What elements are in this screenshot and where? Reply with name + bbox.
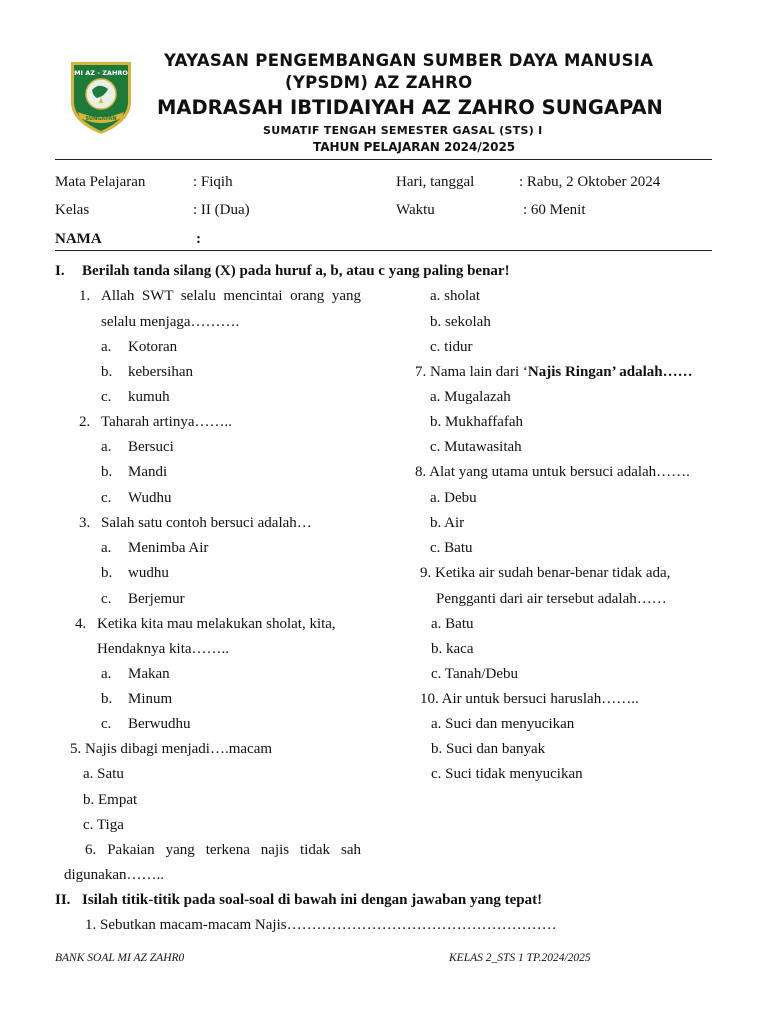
question-5-text: 5. Najis dibagi menjadi….macam xyxy=(70,741,273,757)
question-1-text: Allah SWT selalu mencintai orang yang xyxy=(101,288,361,304)
question-2-option-b-letter: b. xyxy=(101,464,113,480)
question-7-option-b: b. Mukhaffafah xyxy=(430,414,524,430)
question-2-text: Taharah artinya…….. xyxy=(101,414,232,430)
question-6-option-a: a. sholat xyxy=(430,288,480,304)
logo-bottom-text: SUNGAPAN xyxy=(85,116,117,122)
foundation-name-line2: (YPSDM) AZ ZAHRO xyxy=(285,73,473,92)
name-value: : xyxy=(196,231,201,247)
question-8-text: 8. Alat yang utama untuk bersuci adalah……. xyxy=(415,464,690,480)
question-1-option-c-letter: c. xyxy=(101,389,112,405)
question-1-option-b-letter: b. xyxy=(101,364,113,380)
day-label: Hari, tanggal xyxy=(396,174,475,190)
question-9-option-c: c. Tanah/Debu xyxy=(431,666,518,682)
question-4-option-b: Minum xyxy=(128,691,173,707)
subject-value: : Fiqih xyxy=(193,174,233,190)
question-3-option-b-letter: b. xyxy=(101,565,113,581)
class-value: : II (Dua) xyxy=(193,202,250,218)
question-5-option-b: b. Empat xyxy=(83,792,138,808)
foundation-name-line1: YAYASAN PENGEMBANGAN SUMBER DAYA MANUSIA xyxy=(164,51,654,70)
question-3-number: 3. xyxy=(79,515,91,531)
logo-top-text: MI AZ - ZAHRO xyxy=(74,69,128,77)
question-3-text: Salah satu contoh bersuci adalah… xyxy=(101,515,312,531)
footer-right: KELAS 2_STS 1 TP.2024/2025 xyxy=(449,952,591,964)
day-value: : Rabu, 2 Oktober 2024 xyxy=(519,174,661,190)
question-9-text-cont: Pengganti dari air tersebut adalah…… xyxy=(436,591,667,607)
question-10-text: 10. Air untuk bersuci haruslah…….. xyxy=(420,691,639,707)
question-2-number: 2. xyxy=(79,414,91,430)
question-9-text: 9. Ketika air sudah benar-benar tidak ada, xyxy=(420,565,671,581)
question-4-text-cont: Hendaknya kita…….. xyxy=(97,641,230,657)
question-6-text: 6. Pakaian yang terkena najis tidak sah xyxy=(85,842,361,858)
question-2-option-a: Bersuci xyxy=(128,439,174,455)
question-6-text-cont: digunakan…….. xyxy=(64,867,164,883)
header-divider xyxy=(55,159,712,160)
question-10-option-c: c. Suci tidak menyucikan xyxy=(431,766,583,782)
question-3-option-a: Menimba Air xyxy=(128,540,209,556)
question-4-option-a-letter: a. xyxy=(101,666,112,682)
question-2-option-c-letter: c. xyxy=(101,490,112,506)
section-2-question-1: 1. Sebutkan macam-macam Najis……………………………………………… xyxy=(85,917,557,933)
question-4-number: 4. xyxy=(75,616,87,632)
question-3-option-c: Berjemur xyxy=(128,591,185,607)
question-4-option-b-letter: b. xyxy=(101,691,113,707)
question-10-option-b: b. Suci dan banyak xyxy=(431,741,546,757)
question-9-option-b: b. kaca xyxy=(431,641,474,657)
question-2-option-c: Wudhu xyxy=(128,490,172,506)
question-3-option-c-letter: c. xyxy=(101,591,112,607)
question-6-option-c: c. tidur xyxy=(430,339,473,355)
question-2-option-a-letter: a. xyxy=(101,439,112,455)
question-4-option-c-letter: c. xyxy=(101,716,112,732)
time-label: Waktu xyxy=(396,202,435,218)
question-2-option-b: Mandi xyxy=(128,464,168,480)
question-1-text-cont: selalu menjaga………. xyxy=(101,314,240,330)
section-2-instruction: Isilah titik-titik pada soal-soal di bawah ini dengan jawaban yang tepat! xyxy=(82,892,543,908)
question-8-option-c: c. Batu xyxy=(430,540,473,556)
question-8-option-a: a. Debu xyxy=(430,490,477,506)
question-6-option-b: b. sekolah xyxy=(430,314,491,330)
question-3-option-a-letter: a. xyxy=(101,540,112,556)
question-4-text: Ketika kita mau melakukan sholat, kita, xyxy=(97,616,336,632)
question-7-text-bold: Najis Ringan’ adalah…… xyxy=(527,364,693,380)
question-7-text xyxy=(415,364,693,381)
question-1-number: 1. xyxy=(79,288,91,304)
subject-label: Mata Pelajaran xyxy=(55,174,146,190)
exam-title: SUMATIF TENGAH SEMESTER GASAL (STS) I xyxy=(263,124,543,137)
class-label: Kelas xyxy=(55,202,90,218)
question-1-option-c: kumuh xyxy=(128,389,170,405)
time-value: : 60 Menit xyxy=(523,202,586,218)
question-3-option-b: wudhu xyxy=(128,565,169,581)
question-8-option-b: b. Air xyxy=(430,515,465,531)
question-7-text-plain: 7. Nama lain dari ‘ xyxy=(415,364,528,380)
question-1-option-a-letter: a. xyxy=(101,339,112,355)
question-9-option-a: a. Batu xyxy=(431,616,474,632)
info-divider xyxy=(55,250,712,251)
question-7-option-c: c. Mutawasitah xyxy=(430,439,522,455)
section-1-number: I. xyxy=(55,263,65,279)
school-logo xyxy=(66,56,136,136)
footer-left: BANK SOAL MI AZ ZAHR0 xyxy=(55,952,185,964)
question-7-option-a: a. Mugalazah xyxy=(430,389,511,405)
question-4-option-a: Makan xyxy=(128,666,170,682)
section-2-number: II. xyxy=(55,892,71,908)
academic-year: TAHUN PELAJARAN 2024/2025 xyxy=(313,140,516,154)
name-label: NAMA xyxy=(55,231,102,247)
section-1-instruction: Berilah tanda silang (X) pada huruf a, b, atau c yang paling benar! xyxy=(82,263,510,279)
question-1-option-b: kebersihan xyxy=(128,364,193,380)
question-1-option-a: Kotoran xyxy=(128,339,178,355)
question-10-option-a: a. Suci dan menyucikan xyxy=(431,716,575,732)
question-4-option-c: Berwudhu xyxy=(128,716,191,732)
question-5-option-c: c. Tiga xyxy=(83,817,124,833)
question-5-option-a: a. Satu xyxy=(83,766,124,782)
school-name: MADRASAH IBTIDAIYAH AZ ZAHRO SUNGAPAN xyxy=(157,96,663,119)
